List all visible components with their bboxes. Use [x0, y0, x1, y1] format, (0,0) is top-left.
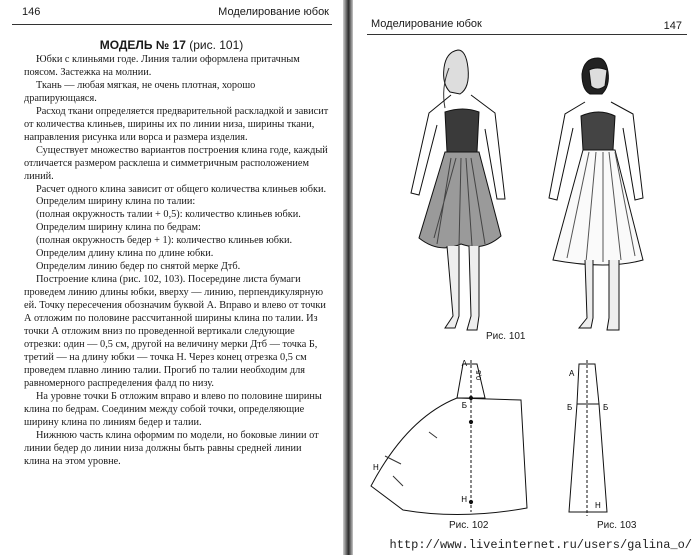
header-rule-left [12, 24, 332, 25]
figure-103-pattern [565, 356, 645, 522]
paragraph: (полная окружность бедер + 1): количество клиньев юбки. [36, 235, 293, 247]
fig102-label-a: А [461, 359, 467, 368]
fig102-label-b: Б [461, 401, 467, 410]
paragraph: Определим линию бедер по снятой мерке Дтб. [36, 261, 241, 273]
paragraph: Юбки с клиньями годе. Линия талии оформлена притачным поясом. Застежка на молнии. [24, 54, 300, 78]
paragraph: (полная окружность талии + 0,5): количество клиньев юбки. [36, 209, 301, 221]
caption-fig102: Рис. 102 [449, 520, 489, 531]
fig103-label-h: Н [595, 501, 601, 510]
fig103-label-a: А [569, 369, 575, 378]
model-figure-left [411, 50, 505, 330]
paragraph: На уровне точки Б отложим вправо и влево по половине ширины клина по бедрам. Соединим между собой точки, определяющие ширину клина по линиям бедер и талии. [24, 390, 322, 428]
paragraph: Ткань — любая мягкая, не очень плотная, хорошо драпирующаяся. [24, 79, 256, 104]
fig103-label-b: Б [567, 403, 573, 412]
model-title [0, 38, 343, 52]
header-rule-right [367, 34, 687, 35]
paragraph: Определим ширину клина по талии: [36, 196, 196, 208]
paragraph: Определим ширину клина по бедрам: [36, 222, 201, 234]
paragraph: Расчет одного клина зависит от общего количества клиньев юбки. [36, 183, 327, 195]
caption-fig103: Рис. 103 [597, 520, 637, 531]
book-spine [343, 0, 353, 555]
running-header-right: Моделирование юбок [371, 18, 482, 30]
paragraph: Построение клина (рис. 102, 103). Посередине листа бумаги проведем линию длины юбки, вверху — линию, перпендикулярную ей. Точку пересечения обозначим буквой А. Вправо и влево от точки А отложим по половине рассчитанной ширины клина по талии. Из точки А отложим вниз по проведенной вертикали следующие отрезки: один — 0,5 см, другой на величину мерки Дтб — точка Б, третий — на длину юбки — точка Н. Через конец отрезка 0,5 см проведем плавно линию талии. Прогиб по талии необходим для равномерного распределения фалд по низу. [24, 274, 326, 389]
paragraph: Расход ткани определяется предварительной раскладкой и зависит от количества клиньев, ширины их по линии низа, ширины ткани, направления рисунка или ворса и размера изделия. [24, 105, 329, 143]
page-number-right: 147 [663, 20, 682, 32]
fig103-label-b-right: Б [603, 403, 609, 412]
figure-101-illustration [353, 40, 700, 345]
model-figure-right [549, 58, 643, 330]
model-title-ref: (рис. 101) [189, 38, 244, 52]
paragraph: Существует множество вариантов построения клина годе, каждый отличается размером расклеша и симметричным расположением линий. [24, 144, 328, 182]
figure-102-pattern [367, 352, 557, 522]
fig102-label-h: Н [461, 495, 467, 504]
left-page [0, 0, 343, 555]
running-header-left: Моделирование юбок [218, 6, 329, 18]
paragraph: Определим длину клина по длине юбки. [36, 248, 214, 260]
caption-fig101: Рис. 101 [486, 331, 526, 342]
body-text [24, 54, 329, 469]
watermark-url: http://www.liveinternet.ru/users/galina_o/ [389, 538, 692, 552]
fig102-dim-label: 0,5 [476, 370, 483, 380]
page-number-left: 146 [22, 6, 41, 18]
right-page [353, 0, 700, 555]
paragraph: Нижнюю часть клина оформим по модели, но боковые линии от линии бедер до линии низа должны быть равны средней линии клина на этом уровне. [24, 429, 319, 467]
model-title-bold: МОДЕЛЬ № 17 [99, 38, 186, 52]
fig102-label-h-side: Н [373, 463, 379, 472]
